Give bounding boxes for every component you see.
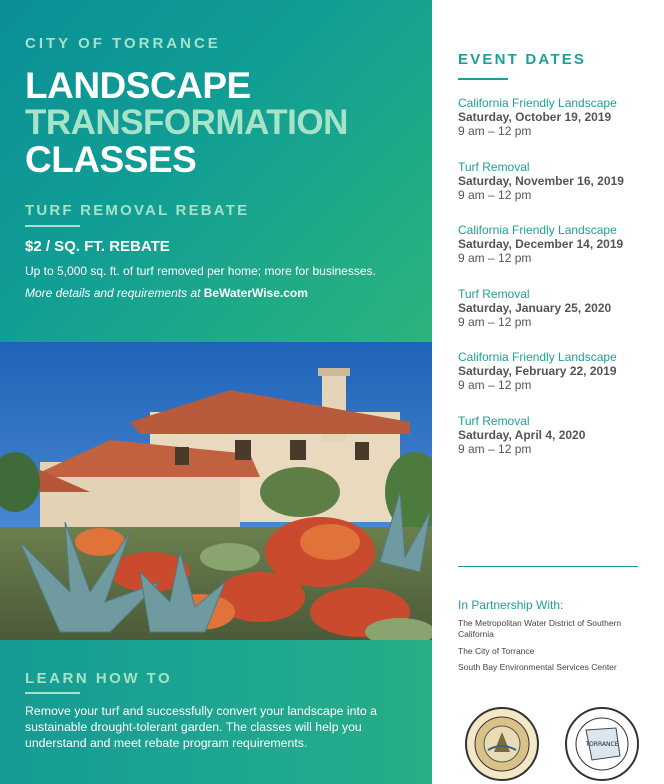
event-date: Saturday, November 16, 2019 <box>458 174 624 188</box>
learn-description: Remove your turf and successfully convert your landscape into a sustainable drought-tolerant garden. The classes will help you understand and meet rebate program requirements. <box>25 704 378 750</box>
event-name: Turf Removal <box>458 414 530 428</box>
event-item <box>458 160 658 202</box>
details-link[interactable]: BeWaterWise.com <box>203 286 308 300</box>
event-name: Turf Removal <box>458 287 530 301</box>
torrance-seal-icon <box>566 708 638 780</box>
event-time: 9 am – 12 pm <box>458 378 532 392</box>
event-dates-underline <box>458 78 508 80</box>
title-line-3: CLASSES <box>25 139 197 180</box>
learn-heading: LEARN HOW TO <box>25 670 173 687</box>
details-prefix: More details and requirements at <box>25 286 204 300</box>
event-item <box>458 414 658 456</box>
event-time: 9 am – 12 pm <box>458 442 532 456</box>
event-item <box>458 350 658 392</box>
event-date: Saturday, December 14, 2019 <box>458 237 624 251</box>
event-item <box>458 96 658 138</box>
mwd-seal-icon <box>466 708 538 780</box>
partner-item: The Metropolitan Water District of Southern California <box>458 618 622 639</box>
rebate-amount: $2 / SQ. FT. REBATE <box>25 238 170 255</box>
title-line-2: TRANSFORMATION <box>25 103 348 142</box>
right-column <box>432 0 664 784</box>
event-item <box>458 287 658 329</box>
event-name: California Friendly Landscape <box>458 96 617 110</box>
rebate-heading: TURF REMOVAL REBATE <box>25 202 250 219</box>
section-divider <box>458 566 638 567</box>
landscape-photo <box>0 342 432 640</box>
event-item <box>458 223 658 265</box>
event-dates-heading: EVENT DATES <box>458 51 587 68</box>
partner-item: South Bay Environmental Services Center <box>458 662 617 672</box>
event-date: Saturday, April 4, 2020 <box>458 428 586 442</box>
event-time: 9 am – 12 pm <box>458 251 532 265</box>
rebate-details <box>25 286 308 300</box>
partner-seals <box>454 700 654 784</box>
event-date: Saturday, February 22, 2019 <box>458 364 617 378</box>
event-name: Turf Removal <box>458 160 530 174</box>
event-time: 9 am – 12 pm <box>458 188 532 202</box>
event-date: Saturday, January 25, 2020 <box>458 301 612 315</box>
city-name: CITY OF TORRANCE <box>25 35 221 52</box>
event-time: 9 am – 12 pm <box>458 124 532 138</box>
partner-item: The City of Torrance <box>458 646 535 656</box>
rebate-underline <box>25 225 80 227</box>
partnership-heading: In Partnership With: <box>458 598 564 612</box>
event-date: Saturday, October 19, 2019 <box>458 110 612 124</box>
seal-center-label: TORRANCE <box>585 741 619 748</box>
event-time: 9 am – 12 pm <box>458 315 532 329</box>
title-line-1: LANDSCAPE <box>25 65 251 106</box>
event-name: California Friendly Landscape <box>458 350 617 364</box>
rebate-description: Up to 5,000 sq. ft. of turf removed per home; more for businesses. <box>25 264 376 278</box>
event-name: California Friendly Landscape <box>458 223 617 237</box>
learn-underline <box>25 692 80 694</box>
